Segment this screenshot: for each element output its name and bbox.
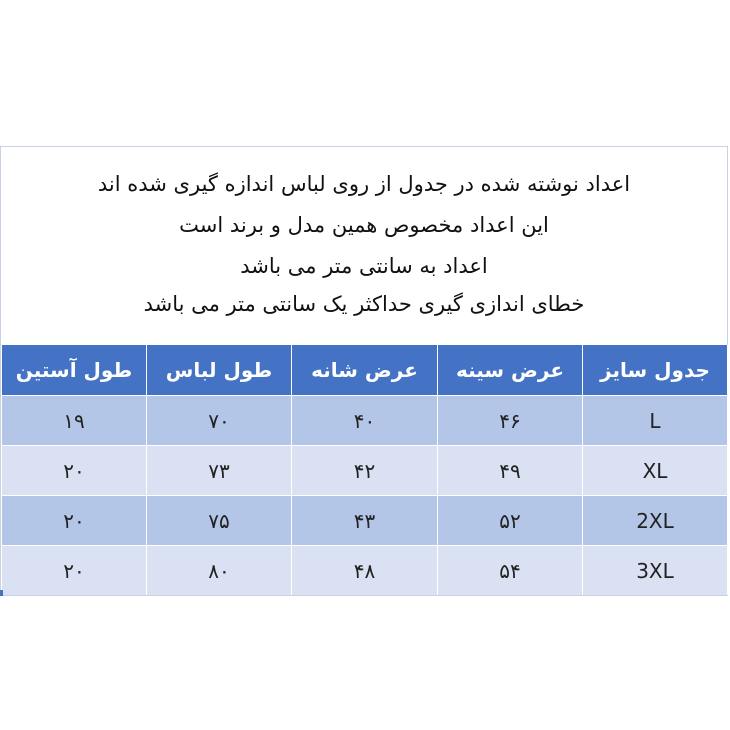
header-shoulder-width: عرض شانه (292, 345, 438, 396)
table-header-row (2, 345, 728, 396)
size-cell: XL (583, 446, 728, 496)
sleeve-cell: ۲۰ (2, 546, 147, 596)
size-cell: L (583, 396, 728, 446)
chest-cell: ۴۹ (438, 446, 583, 496)
size-cell: 3XL (583, 546, 728, 596)
chest-cell: ۵۴ (438, 546, 583, 596)
length-cell: ۷۳ (147, 446, 292, 496)
header-chest-width: عرض سینه (438, 345, 583, 396)
chest-cell: ۴۶ (438, 396, 583, 446)
table-row (2, 396, 728, 446)
sleeve-cell: ۲۰ (2, 496, 147, 546)
shoulder-cell: ۴۳ (292, 496, 438, 546)
note-line: اعداد به سانتی متر می باشد (240, 254, 488, 278)
chest-cell: ۵۲ (438, 496, 583, 546)
note-line: اعداد نوشته شده در جدول از روی لباس اندازه گیری شده اند (97, 172, 631, 196)
length-cell: ۸۰ (147, 546, 292, 596)
sleeve-cell: ۱۹ (2, 396, 147, 446)
edge-mark (0, 590, 3, 596)
note-line: این اعداد مخصوص همین مدل و برند است (179, 213, 549, 237)
table-row (2, 446, 728, 496)
table-row (2, 546, 728, 596)
header-garment-length: طول لباس (147, 345, 292, 396)
header-sleeve-length: طول آستین (2, 345, 147, 396)
sleeve-cell: ۲۰ (2, 446, 147, 496)
shoulder-cell: ۴۸ (292, 546, 438, 596)
size-table (1, 345, 728, 595)
length-cell: ۷۰ (147, 396, 292, 446)
header-size-chart: جدول سایز (583, 345, 728, 396)
shoulder-cell: ۴۲ (292, 446, 438, 496)
size-cell: 2XL (583, 496, 728, 546)
notes-section (1, 147, 727, 345)
shoulder-cell: ۴۰ (292, 396, 438, 446)
size-guide-card (0, 146, 728, 596)
table-row (2, 496, 728, 546)
note-line: خطای اندازی گیری حداکثر یک سانتی متر می باشد (143, 292, 585, 316)
length-cell: ۷۵ (147, 496, 292, 546)
